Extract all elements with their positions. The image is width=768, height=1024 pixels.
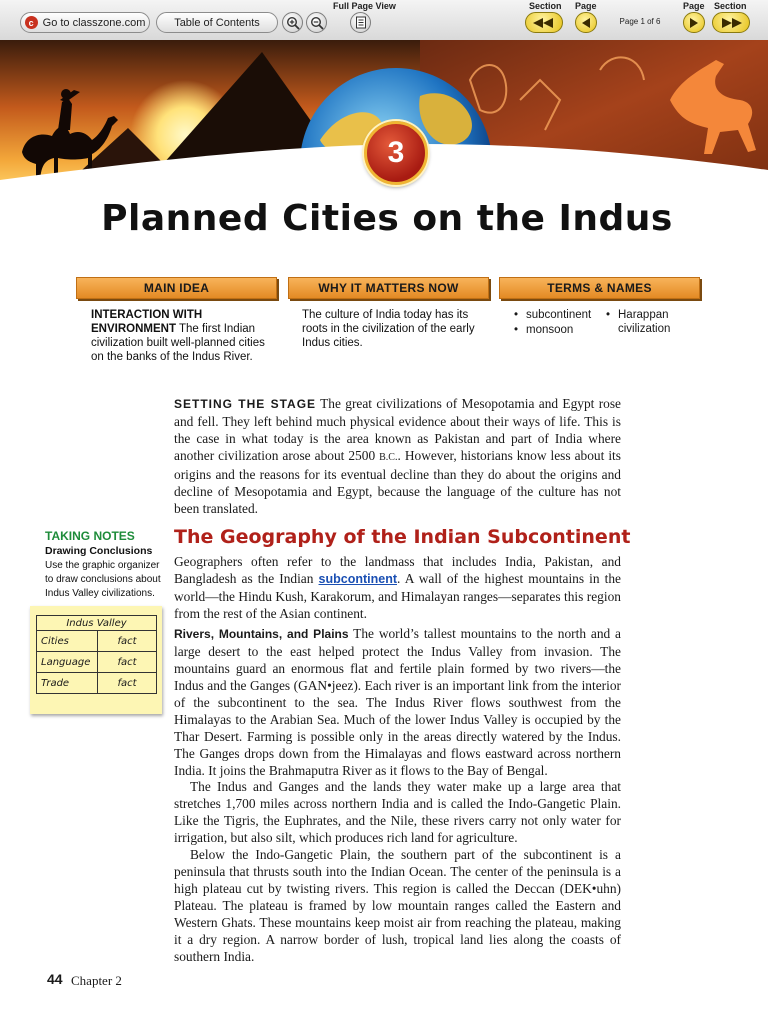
taking-notes-description: Use the graphic organizer to draw conclusions about Indus Valley civilizations. — [45, 560, 161, 599]
next-section-button[interactable] — [712, 12, 750, 33]
main-idea-lead: INTERACTION WITH ENVIRONMENT — [91, 309, 203, 335]
why-it-matters-text: The culture of India today has its roots in the civilization of the early Indus cities. — [302, 309, 475, 349]
full-page-view-label: Full Page View — [333, 1, 396, 11]
organizer-row — [37, 673, 157, 694]
main-idea-body: The first Indian civilization built well-planned cities on the banks of the Indus River. — [91, 323, 265, 363]
reader-toolbar — [0, 0, 768, 41]
classzone-label: Go to classzone.com — [42, 16, 146, 29]
paragraph-text: The world’s tallest mountains to the north and a large desert to the east helped protect the Indus Valley from invasion. The mountains guard an enormous flat and fertile plain formed by two rivers—the Indus and the Ganges (GAN•jeez). Each river is an important link from the interior of the subcontinent to the sea. The Indus River flows southwest from the Himalayas to the Arabian Sea. Much of the lower Indus Valley is occupied by the Thar Desert. Farming is possible only in the areas directly watered by the Indus. The Ganges drops down from the Himalayas and flows eastward across northern India. It joins the Brahmaputra River as it flows to the Bay of Bengal. — [174, 626, 622, 778]
page-number: 44 — [47, 971, 63, 987]
term-monsoon: monsoon — [526, 324, 574, 336]
section-label-left: Section — [529, 1, 562, 11]
main-idea-text — [91, 308, 266, 364]
section-heading: The Geography of the Indian Subcontinent — [174, 526, 631, 548]
page-view-icon — [355, 16, 367, 29]
table-of-contents-button[interactable] — [156, 12, 278, 33]
organizer-row-value: fact — [98, 631, 157, 652]
zoom-in-button[interactable] — [282, 12, 303, 33]
paragraph-text: Geographers often refer to the landmass that includes India, Pakistan, and Bangladesh as the Indian — [174, 554, 621, 586]
bc-abbrev: B.C. — [379, 452, 398, 463]
full-page-view-button[interactable] — [350, 12, 371, 33]
term-bullet: • — [514, 309, 519, 321]
toc-label: Table of Contents — [174, 16, 260, 29]
double-arrow-right-icon — [719, 17, 743, 29]
graphic-organizer-note — [30, 606, 162, 714]
next-page-button[interactable] — [683, 12, 705, 33]
term-harappan-civilization: Harappan civilization — [618, 309, 671, 335]
double-arrow-left-icon — [532, 17, 556, 29]
taking-notes-subtitle: Drawing Conclusions — [45, 545, 153, 557]
section-label-right: Section — [714, 1, 747, 11]
organizer-row-value: fact — [98, 673, 157, 694]
arrow-left-icon — [581, 17, 591, 29]
organizer-header: Indus Valley — [37, 616, 157, 631]
zoom-out-button[interactable] — [306, 12, 327, 33]
zoom-in-icon — [286, 16, 300, 30]
page-counter: Page 1 of 6 — [619, 17, 661, 26]
paragraph-indo-gangetic: The Indus and Ganges and the lands they water make up a large area that stretches 1,700 miles across northern India and is called the Indo-Gangetic Plain. Like the Tigris, the Euphrates, and the Nile, these rivers carry not only water for irrigation, but also silt, which produces rich land for agriculture. — [174, 779, 621, 845]
paragraph-text: . A wall of the highest mountains in the world—the Hindu Kush, Karakorum, and Himalayan ranges—separates this region from the rest of the Asian continent. — [174, 571, 622, 621]
main-idea-header: MAIN IDEA — [76, 277, 277, 299]
term-bullet: • — [606, 309, 611, 321]
subcontinent-link[interactable]: subcontinent — [318, 572, 397, 586]
terms-names-header: TERMS & NAMES — [499, 277, 700, 299]
previous-page-button[interactable] — [575, 12, 597, 33]
paragraph-rivers-mountains — [174, 625, 621, 779]
page-label-left: Page — [575, 1, 597, 11]
previous-section-button[interactable] — [525, 12, 563, 33]
organizer-row-value: fact — [98, 652, 157, 673]
setting-the-stage-paragraph — [174, 395, 621, 517]
page-label-right: Page — [683, 1, 705, 11]
term-subcontinent: subcontinent — [526, 309, 592, 321]
organizer-row-label: Trade — [37, 673, 98, 694]
rivers-mountains-plains-subheading: Rivers, Mountains, and Plains — [174, 627, 349, 641]
organizer-row — [37, 652, 157, 673]
paragraph-geographers — [174, 553, 621, 622]
setting-the-stage-text-2: . However, historians know less about its origins and the reasons for its eventual decline than they do about the origins and decline of Mesopotamia and Egypt, because the language of the culture has not been translated. — [174, 448, 621, 516]
organizer-row-label: Language — [37, 652, 98, 673]
page-title: Planned Cities on the Indus — [101, 198, 673, 239]
setting-the-stage-lead: SETTING THE STAGE — [174, 397, 317, 411]
paragraph-deccan: Below the Indo-Gangetic Plain, the southern part of the subcontinent is a peninsula that thrusts south into the Indian Ocean. The center of the peninsula is a high plateau cut by twisting rivers. This region is called the Deccan (DEK•uhn) Plateau. The plateau is framed by low mountain ranges called the Eastern and Western Ghats. These mountains keep moist air from reaching the plateau, making it a dry region. A narrow border of lush, tropical land lies along the coasts of southern India. — [174, 847, 621, 964]
organizer-row-label: Cities — [37, 631, 98, 652]
classzone-icon: c — [25, 16, 38, 29]
organizer-row — [37, 631, 157, 652]
chapter-label: Chapter 2 — [71, 973, 122, 988]
zoom-out-icon — [310, 16, 324, 30]
term-bullet: • — [514, 324, 519, 336]
graphic-organizer-table — [36, 615, 157, 694]
arrow-right-icon — [689, 17, 699, 29]
classzone-button[interactable] — [20, 12, 150, 33]
setting-the-stage-text-1: The great civilizations of Mesopotamia and Egypt rose and fell. They left behind much physical evidence about their ways of life. This is the case in what today is the area known as Pakistan and part of India where another civilization arose about 2500 — [174, 396, 621, 463]
chapter-number-badge: 3 — [364, 121, 428, 185]
taking-notes-title: TAKING NOTES — [45, 529, 135, 543]
why-it-matters-header: WHY IT MATTERS NOW — [288, 277, 489, 299]
